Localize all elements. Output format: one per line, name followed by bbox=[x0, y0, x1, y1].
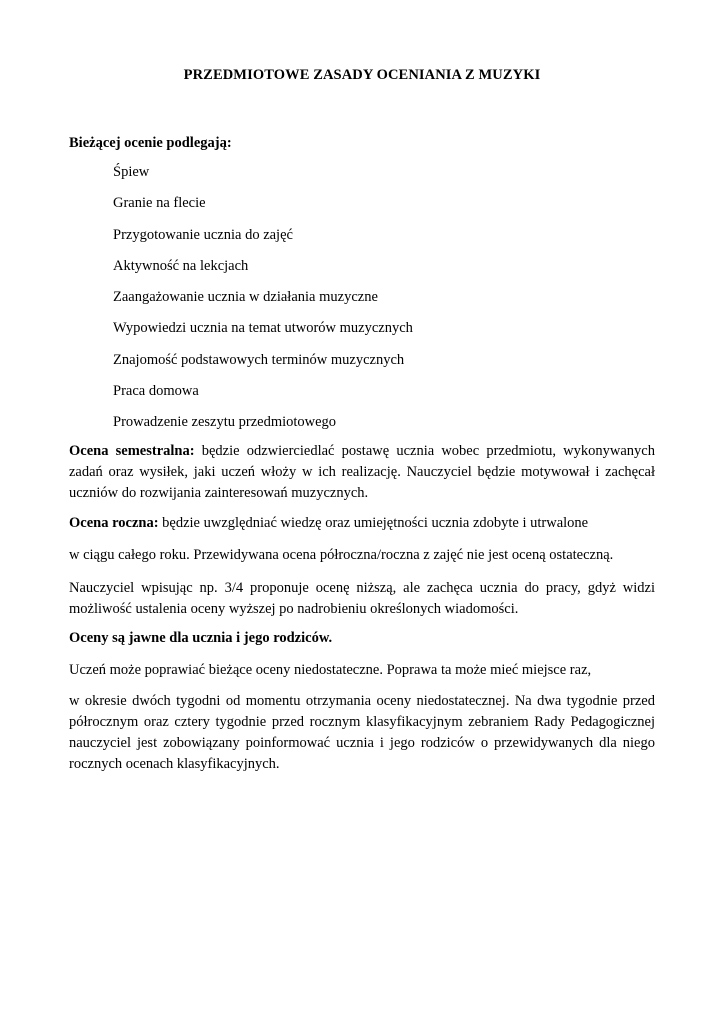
list-item: Prowadzenie zeszytu przedmiotowego bbox=[113, 414, 337, 431]
assessed-items-list bbox=[113, 163, 413, 445]
list-item: Przygotowanie ucznia do zajęć bbox=[113, 226, 293, 243]
list-item: Aktywność na lekcjach bbox=[113, 257, 249, 274]
improvement-continuation: w okresie dwóch tygodni od momentu otrzymania oceny niedostatecznej. Na dwa tygodnie przed półrocznym oraz cztery tygodnie przed rocznym klasyfikacyjnym zebraniem Rady Pedagogicznej nauczyciel jest zobowiązany poinformować ucznia i jego rodziców o przewidywanych dla niego rocznych ocenach klasyfikacyjnych. bbox=[69, 693, 655, 772]
annual-grade-continuation: w ciągu całego roku. Przewidywana ocena półroczna/roczna z zajęć nie jest oceną ostateczną. bbox=[69, 547, 614, 563]
document-page bbox=[69, 0, 655, 1024]
list-item: Praca domowa bbox=[113, 383, 199, 400]
document-title: PRZEDMIOTOWE ZASADY OCENIANIA Z MUZYKI bbox=[183, 67, 541, 83]
annual-grade-text: będzie uwzględniać wiedzę oraz umiejętności ucznia zdobyte i utrwalone bbox=[158, 515, 589, 531]
public-grades-statement: Oceny są jawne dla ucznia i jego rodziców. bbox=[69, 630, 333, 646]
semester-grade-paragraph bbox=[69, 441, 655, 504]
annual-grade-paragraph bbox=[69, 513, 655, 534]
improvement-paragraph: Uczeń może poprawiać bieżące oceny niedostateczne. Poprawa ta może mieć miejsce raz, bbox=[69, 662, 592, 678]
semester-grade-text: będzie odzwierciedlać postawę ucznia wobec przedmiotu, wykonywanych zadań oraz wysiłek, jaki uczeń włoży w ich realizację. Nauczyciel będzie motywował i zachęcał uczniów do rozwijania zainteresowań muzycznych. bbox=[69, 443, 655, 501]
annual-grade-label: Ocena roczna: bbox=[69, 515, 159, 531]
list-item: Granie na flecie bbox=[113, 195, 206, 212]
semester-grade-label: Ocena semestralna: bbox=[69, 443, 195, 459]
list-item: Śpiew bbox=[113, 164, 150, 180]
list-item: Wypowiedzi ucznia na temat utworów muzycznych bbox=[113, 320, 413, 337]
assessed-heading: Bieżącej ocenie podlegają: bbox=[69, 135, 232, 151]
teacher-note-paragraph: Nauczyciel wpisując np. 3/4 proponuje ocenę niższą, ale zachęca ucznia do pracy, gdyż widzi możliwość ustalenia oceny wyższej po nadrobieniu określonych wiadomości. bbox=[69, 580, 655, 617]
list-item: Zaangażowanie ucznia w działania muzyczne bbox=[113, 289, 378, 306]
list-item: Znajomość podstawowych terminów muzycznych bbox=[113, 351, 405, 368]
